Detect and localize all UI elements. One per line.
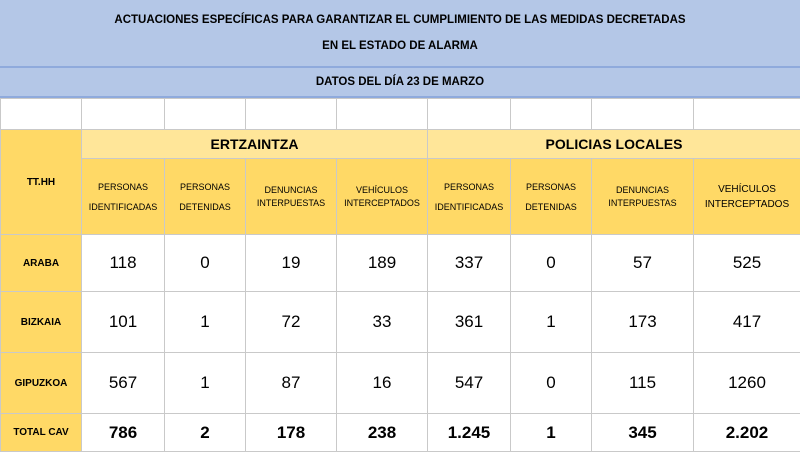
table-cell: 337 [428,235,511,292]
table-cell: 19 [246,235,337,292]
table-row [1,292,800,353]
blank-cell [82,99,165,130]
total-cell: 178 [246,414,337,452]
table-cell: 115 [592,353,694,414]
table-cell: 57 [592,235,694,292]
group-header-row [1,130,800,159]
total-cell: 2.202 [694,414,800,452]
table-cell: 72 [246,292,337,353]
total-label: TOTAL CAV [1,414,82,452]
region-header: TT.HH [1,130,82,235]
total-row [1,414,800,452]
total-cell: 345 [592,414,694,452]
table-cell: 1 [165,292,246,353]
title-line-2: EN EL ESTADO DE ALARMA [322,33,478,59]
col-header-denuncias-interpuestas: DENUNCIAS INTERPUESTAS [246,159,337,235]
table-cell: 0 [511,353,592,414]
blank-cell [694,99,800,130]
table-cell: 87 [246,353,337,414]
blank-cell [246,99,337,130]
table-cell: 0 [165,235,246,292]
table-cell: 525 [694,235,800,292]
total-cell: 238 [337,414,428,452]
col-header-personas-detenidas: PERSONAS DETENIDAS [165,159,246,235]
report-title [0,0,800,68]
group-policias-locales: POLICIAS LOCALES [428,130,800,159]
col-header-personas-identificadas: PERSONAS IDENTIFICADAS [82,159,165,235]
total-cell: 2 [165,414,246,452]
table-cell: 16 [337,353,428,414]
blank-row [1,99,800,130]
table-cell: 1260 [694,353,800,414]
col-header-personas-identificadas: PERSONAS IDENTIFICADAS [428,159,511,235]
blank-cell [428,99,511,130]
table-row [1,353,800,414]
table-cell: 567 [82,353,165,414]
table-cell: 547 [428,353,511,414]
col-header-vehiculos-interceptados: VEHÍCULOS INTERCEPTADOS [337,159,428,235]
date-banner: DATOS DEL DÍA 23 DE MARZO [0,68,800,98]
table-cell: 0 [511,235,592,292]
blank-cell [1,99,82,130]
table-cell: 1 [511,292,592,353]
blank-cell [165,99,246,130]
row-label: ARABA [1,235,82,292]
table-cell: 173 [592,292,694,353]
table-cell: 361 [428,292,511,353]
col-header-vehiculos-interceptados: VEHÍCULOS INTERCEPTADOS [694,159,800,235]
total-cell: 786 [82,414,165,452]
table-cell: 101 [82,292,165,353]
table-row [1,235,800,292]
blank-cell [337,99,428,130]
blank-cell [511,99,592,130]
column-header-row [1,159,800,235]
row-label: GIPUZKOA [1,353,82,414]
row-label: BIZKAIA [1,292,82,353]
blank-cell [592,99,694,130]
total-cell: 1 [511,414,592,452]
total-cell: 1.245 [428,414,511,452]
group-ertzaintza: ERTZAINTZA [82,130,428,159]
data-table [0,98,800,452]
col-header-personas-detenidas: PERSONAS DETENIDAS [511,159,592,235]
table-cell: 118 [82,235,165,292]
title-line-1: ACTUACIONES ESPECÍFICAS PARA GARANTIZAR EL CUMPLIMIENTO DE LAS MEDIDAS DECRETADAS [114,7,685,33]
table-cell: 417 [694,292,800,353]
table-cell: 1 [165,353,246,414]
col-header-denuncias-interpuestas: DENUNCIAS INTERPUESTAS [592,159,694,235]
table-cell: 189 [337,235,428,292]
table-cell: 33 [337,292,428,353]
